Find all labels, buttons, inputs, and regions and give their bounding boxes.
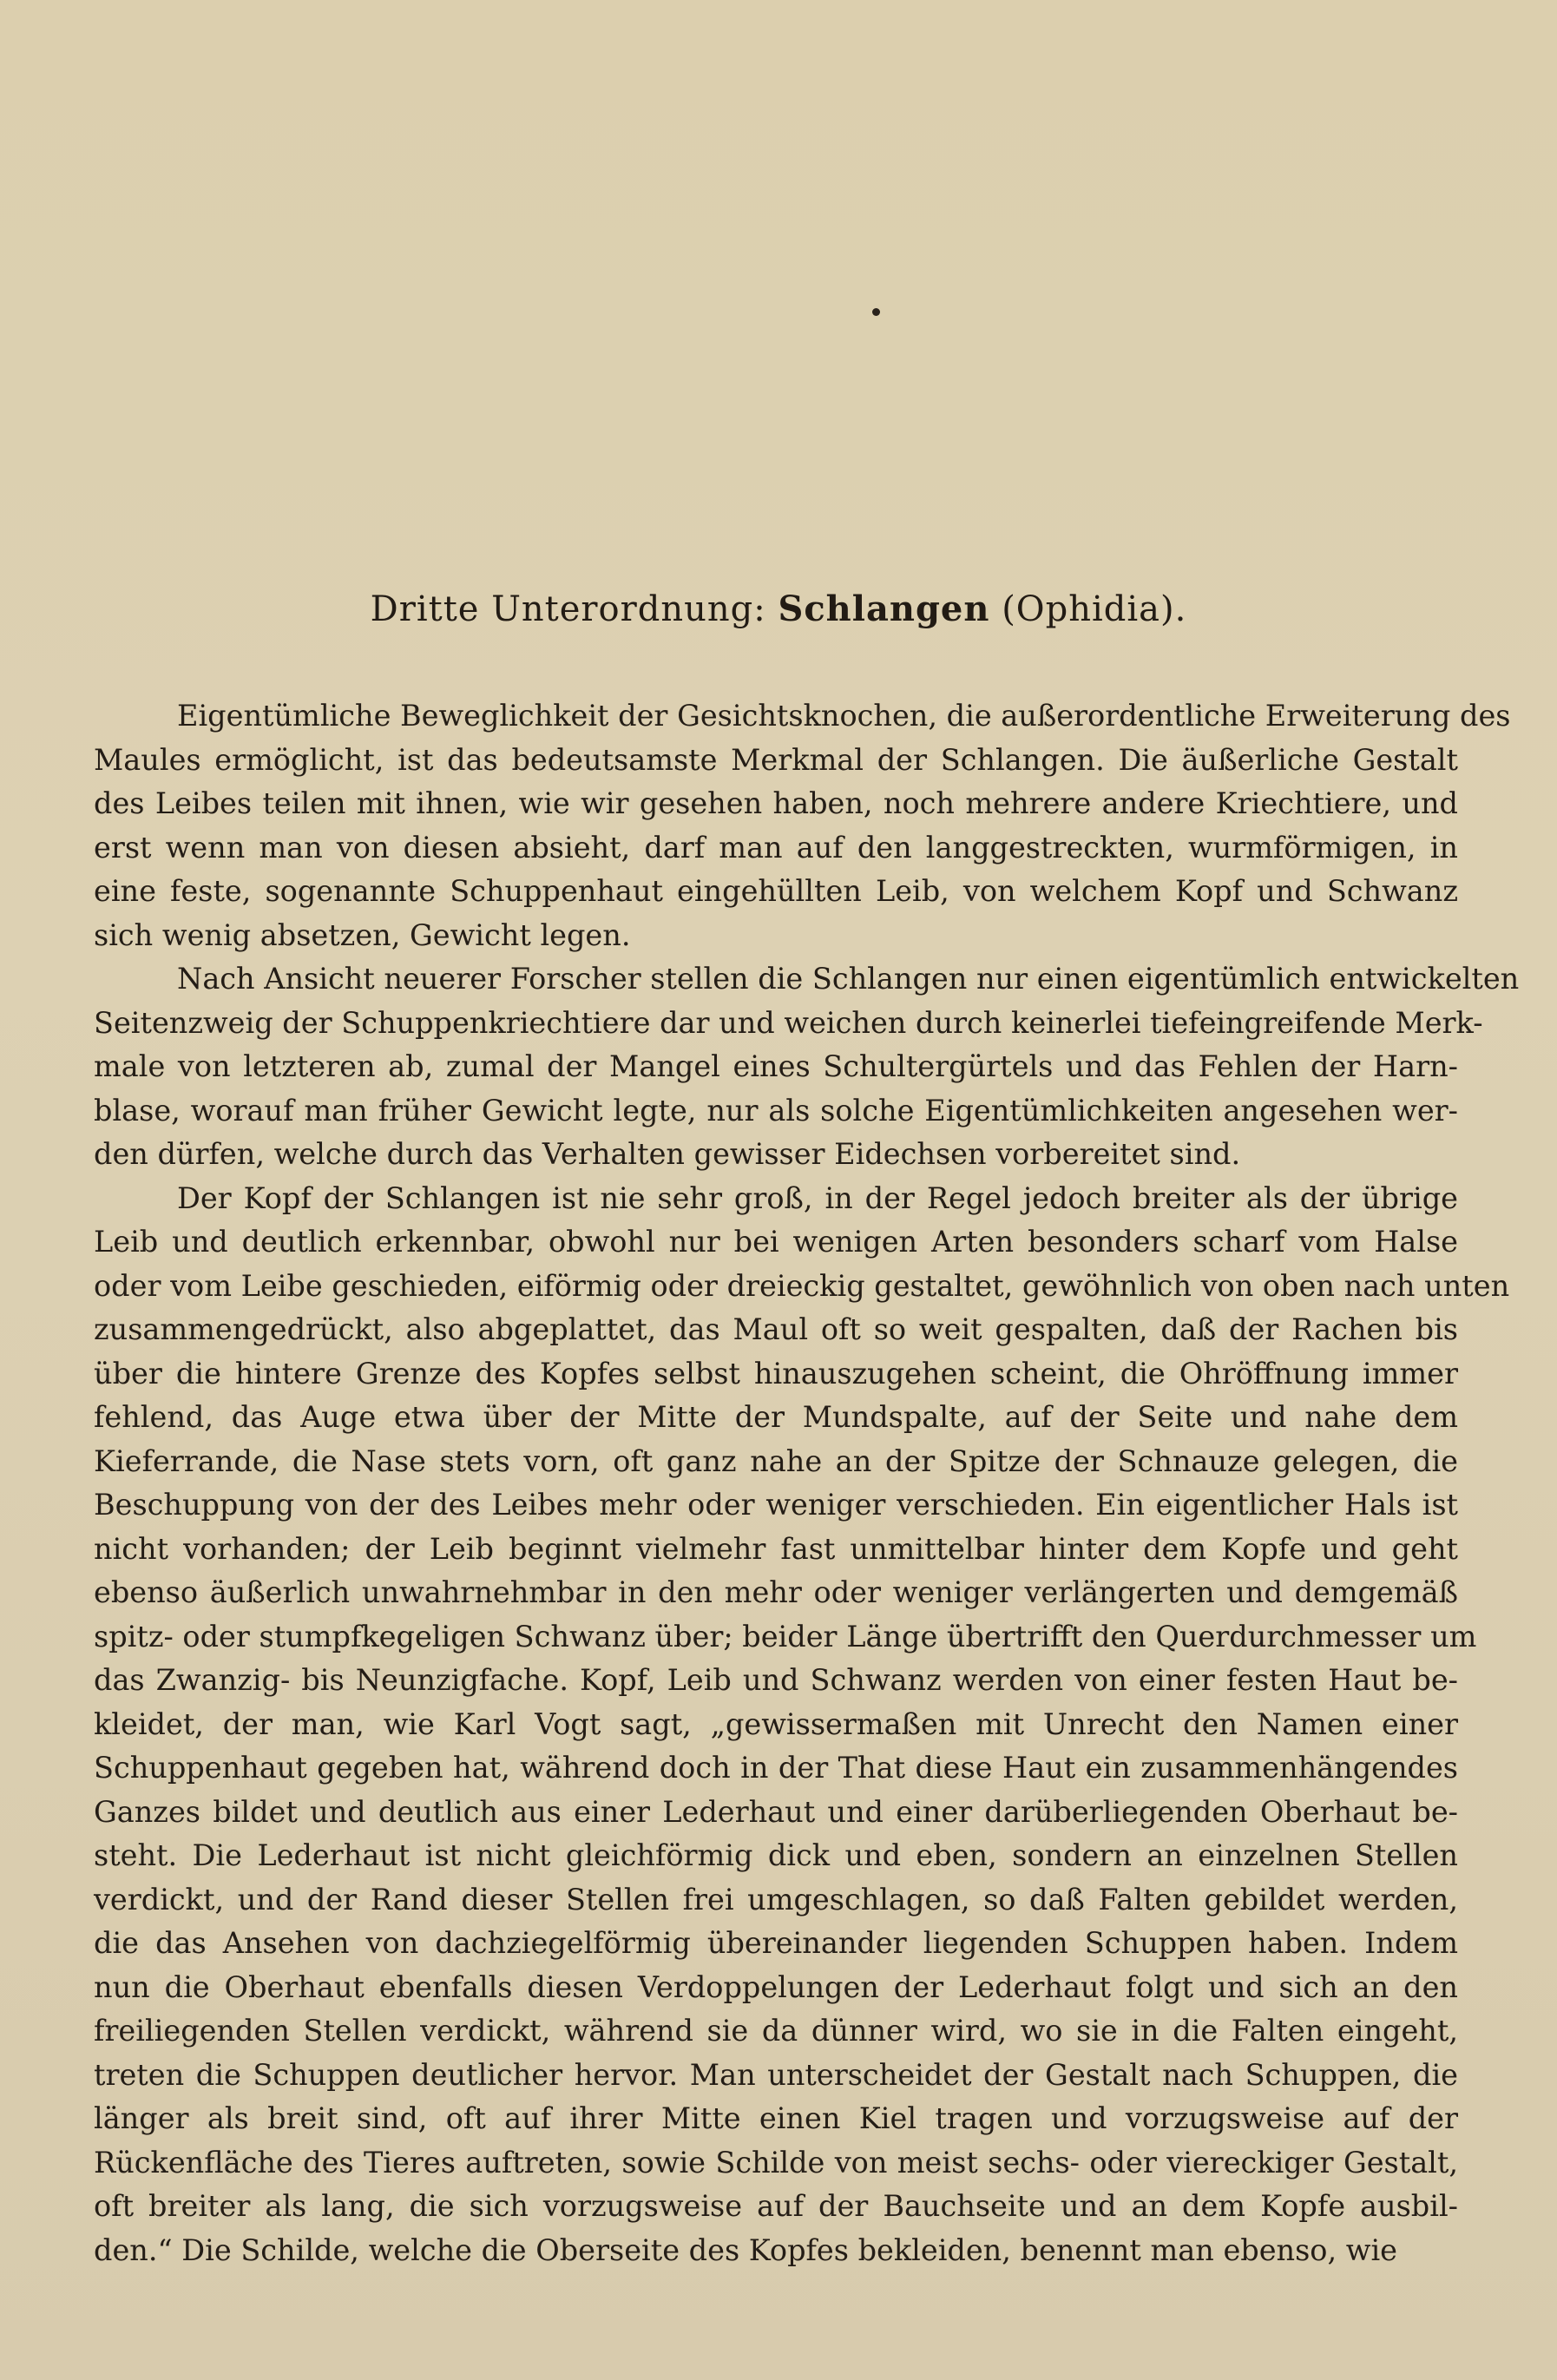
text-line: ebenso äußerlich unwahrnehmbar in den mehr oder weniger verlängerten und demgemäß [94,1575,1458,1609]
ink-dot [872,308,880,316]
text-line: Der Kopf der Schlangen ist nie sehr groß, in der Regel jedoch breiter als der übrige [177,1180,1458,1215]
text-line: Beschuppung von der des Leibes mehr oder weniger verschieden. Ein eigentlicher Hals ist [94,1488,1458,1522]
text-line: das Zwanzig- bis Neunzigfache. Kopf, Leib und Schwanz werden von einer festen Haut be- [94,1663,1458,1697]
text-line: Rückenfläche des Tieres auftreten, sowie Schilde von meist sechs- oder viereckiger Gestalt, [94,2145,1458,2179]
paragraph [94,694,1511,957]
text-line: zusammengedrückt, also abgeplattet, das Maul oft so weit gespalten, daß der Rachen bis [94,1312,1458,1346]
text-line: die das Ansehen von dachziegelförmig übereinander liegenden Schuppen haben. Indem [94,1926,1458,1960]
text-line: Maules ermöglicht, ist das bedeutsamste Merkmal der Schlangen. Die äußerliche Gestalt [94,742,1458,777]
text-line: oft breiter als lang, die sich vorzugsweise auf der Bauchseite und an dem Kopfe ausbil- [94,2189,1458,2223]
body-text [94,694,1520,2272]
text-line: länger als breit sind, oft auf ihrer Mitte einen Kiel tragen und vorzugsweise auf der [94,2101,1458,2135]
text-line: spitz- oder stumpfkegeligen Schwanz über; beider Länge übertrifft den Querdurchmesser um [94,1619,1477,1654]
text-line: nicht vorhanden; der Leib beginnt vielmehr fast unmittelbar hinter dem Kopfe und geht [94,1531,1458,1566]
text-line: male von letzteren ab, zumal der Mangel eines Schultergürtels und das Fehlen der Harn- [94,1049,1458,1083]
text-line: kleidet, der man, wie Karl Vogt sagt, „gewissermaßen mit Unrecht den Namen einer [94,1706,1458,1741]
text-line: freiliegenden Stellen verdickt, während sie da dünner wird, wo sie in die Falten eingeht, [94,2014,1458,2048]
text-line: eine feste, sogenannte Schuppenhaut eingehüllten Leib, von welchem Kopf und Schwanz [94,874,1458,908]
text-line: Nach Ansicht neuerer Forscher stellen die Schlangen nur einen eigentümlich entwickelten [177,962,1520,996]
text-line: Leib und deutlich erkennbar, obwohl nur bei wenigen Arten besonders scharf vom Halse [94,1225,1458,1259]
text-line: treten die Schuppen deutlicher hervor. Man unterscheidet der Gestalt nach Schuppen, die [94,2057,1458,2092]
heading-bold-term: Schlangen [778,588,990,629]
text-line: steht. Die Lederhaut ist nicht gleichförmig dick und eben, sondern an einzelnen Stellen [94,1838,1458,1872]
heading-latin-name: (Ophidia). [1002,589,1187,629]
text-line: verdickt, und der Rand dieser Stellen frei umgeschlagen, so daß Falten gebildet werden, [94,1882,1458,1916]
text-line: erst wenn man von diesen absieht, darf man auf den langgestreckten, wurmförmigen, in [94,830,1458,865]
text-line: den dürfen, welche durch das Verhalten gewisser Eidechsen vorbereitet sind. [94,1137,1241,1171]
text-line: über die hintere Grenze des Kopfes selbst hinauszugehen scheint, die Ohröffnung immer [94,1356,1458,1391]
paragraph [94,1177,1510,2273]
paragraph [94,957,1520,1177]
section-heading [0,588,1557,629]
text-line: Seitenzweig der Schuppenkriechtiere dar und weichen durch keinerlei tiefeingreifende Merk- [94,1005,1483,1040]
text-line: Schuppenhaut gegeben hat, während doch in der That diese Haut ein zusammenhängendes [94,1751,1458,1785]
text-line: fehlend, das Auge etwa über der Mitte der Mundspalte, auf der Seite und nahe dem [94,1400,1458,1434]
heading-main: Dritte Unterordnung: [370,589,766,629]
text-line: Eigentümliche Beweglichkeit der Gesichtsknochen, die außerordentliche Erweiterung des [177,699,1511,733]
text-line: Kieferrande, die Nase stets vorn, oft ganz nahe an der Spitze der Schnauze gelegen, die [94,1443,1458,1478]
text-line: Ganzes bildet und deutlich aus einer Lederhaut und einer darüberliegenden Oberhaut be- [94,1794,1458,1829]
text-line: blase, worauf man früher Gewicht legte, nur als solche Eigentümlichkeiten angesehen wer- [94,1093,1458,1128]
text-line: oder vom Leibe geschieden, eiförmig oder dreieckig gestaltet, gewöhnlich von oben nach unten [94,1268,1510,1303]
text-line: den.“ Die Schilde, welche die Oberseite des Kopfes bekleiden, benennt man ebenso, wie [94,2232,1397,2267]
text-line: des Leibes teilen mit ihnen, wie wir gesehen haben, noch mehrere andere Kriechtiere, und [94,786,1458,820]
text-line: sich wenig absetzen, Gewicht legen. [94,917,631,952]
text-line: nun die Oberhaut ebenfalls diesen Verdoppelungen der Lederhaut folgt und sich an den [94,1969,1458,2004]
